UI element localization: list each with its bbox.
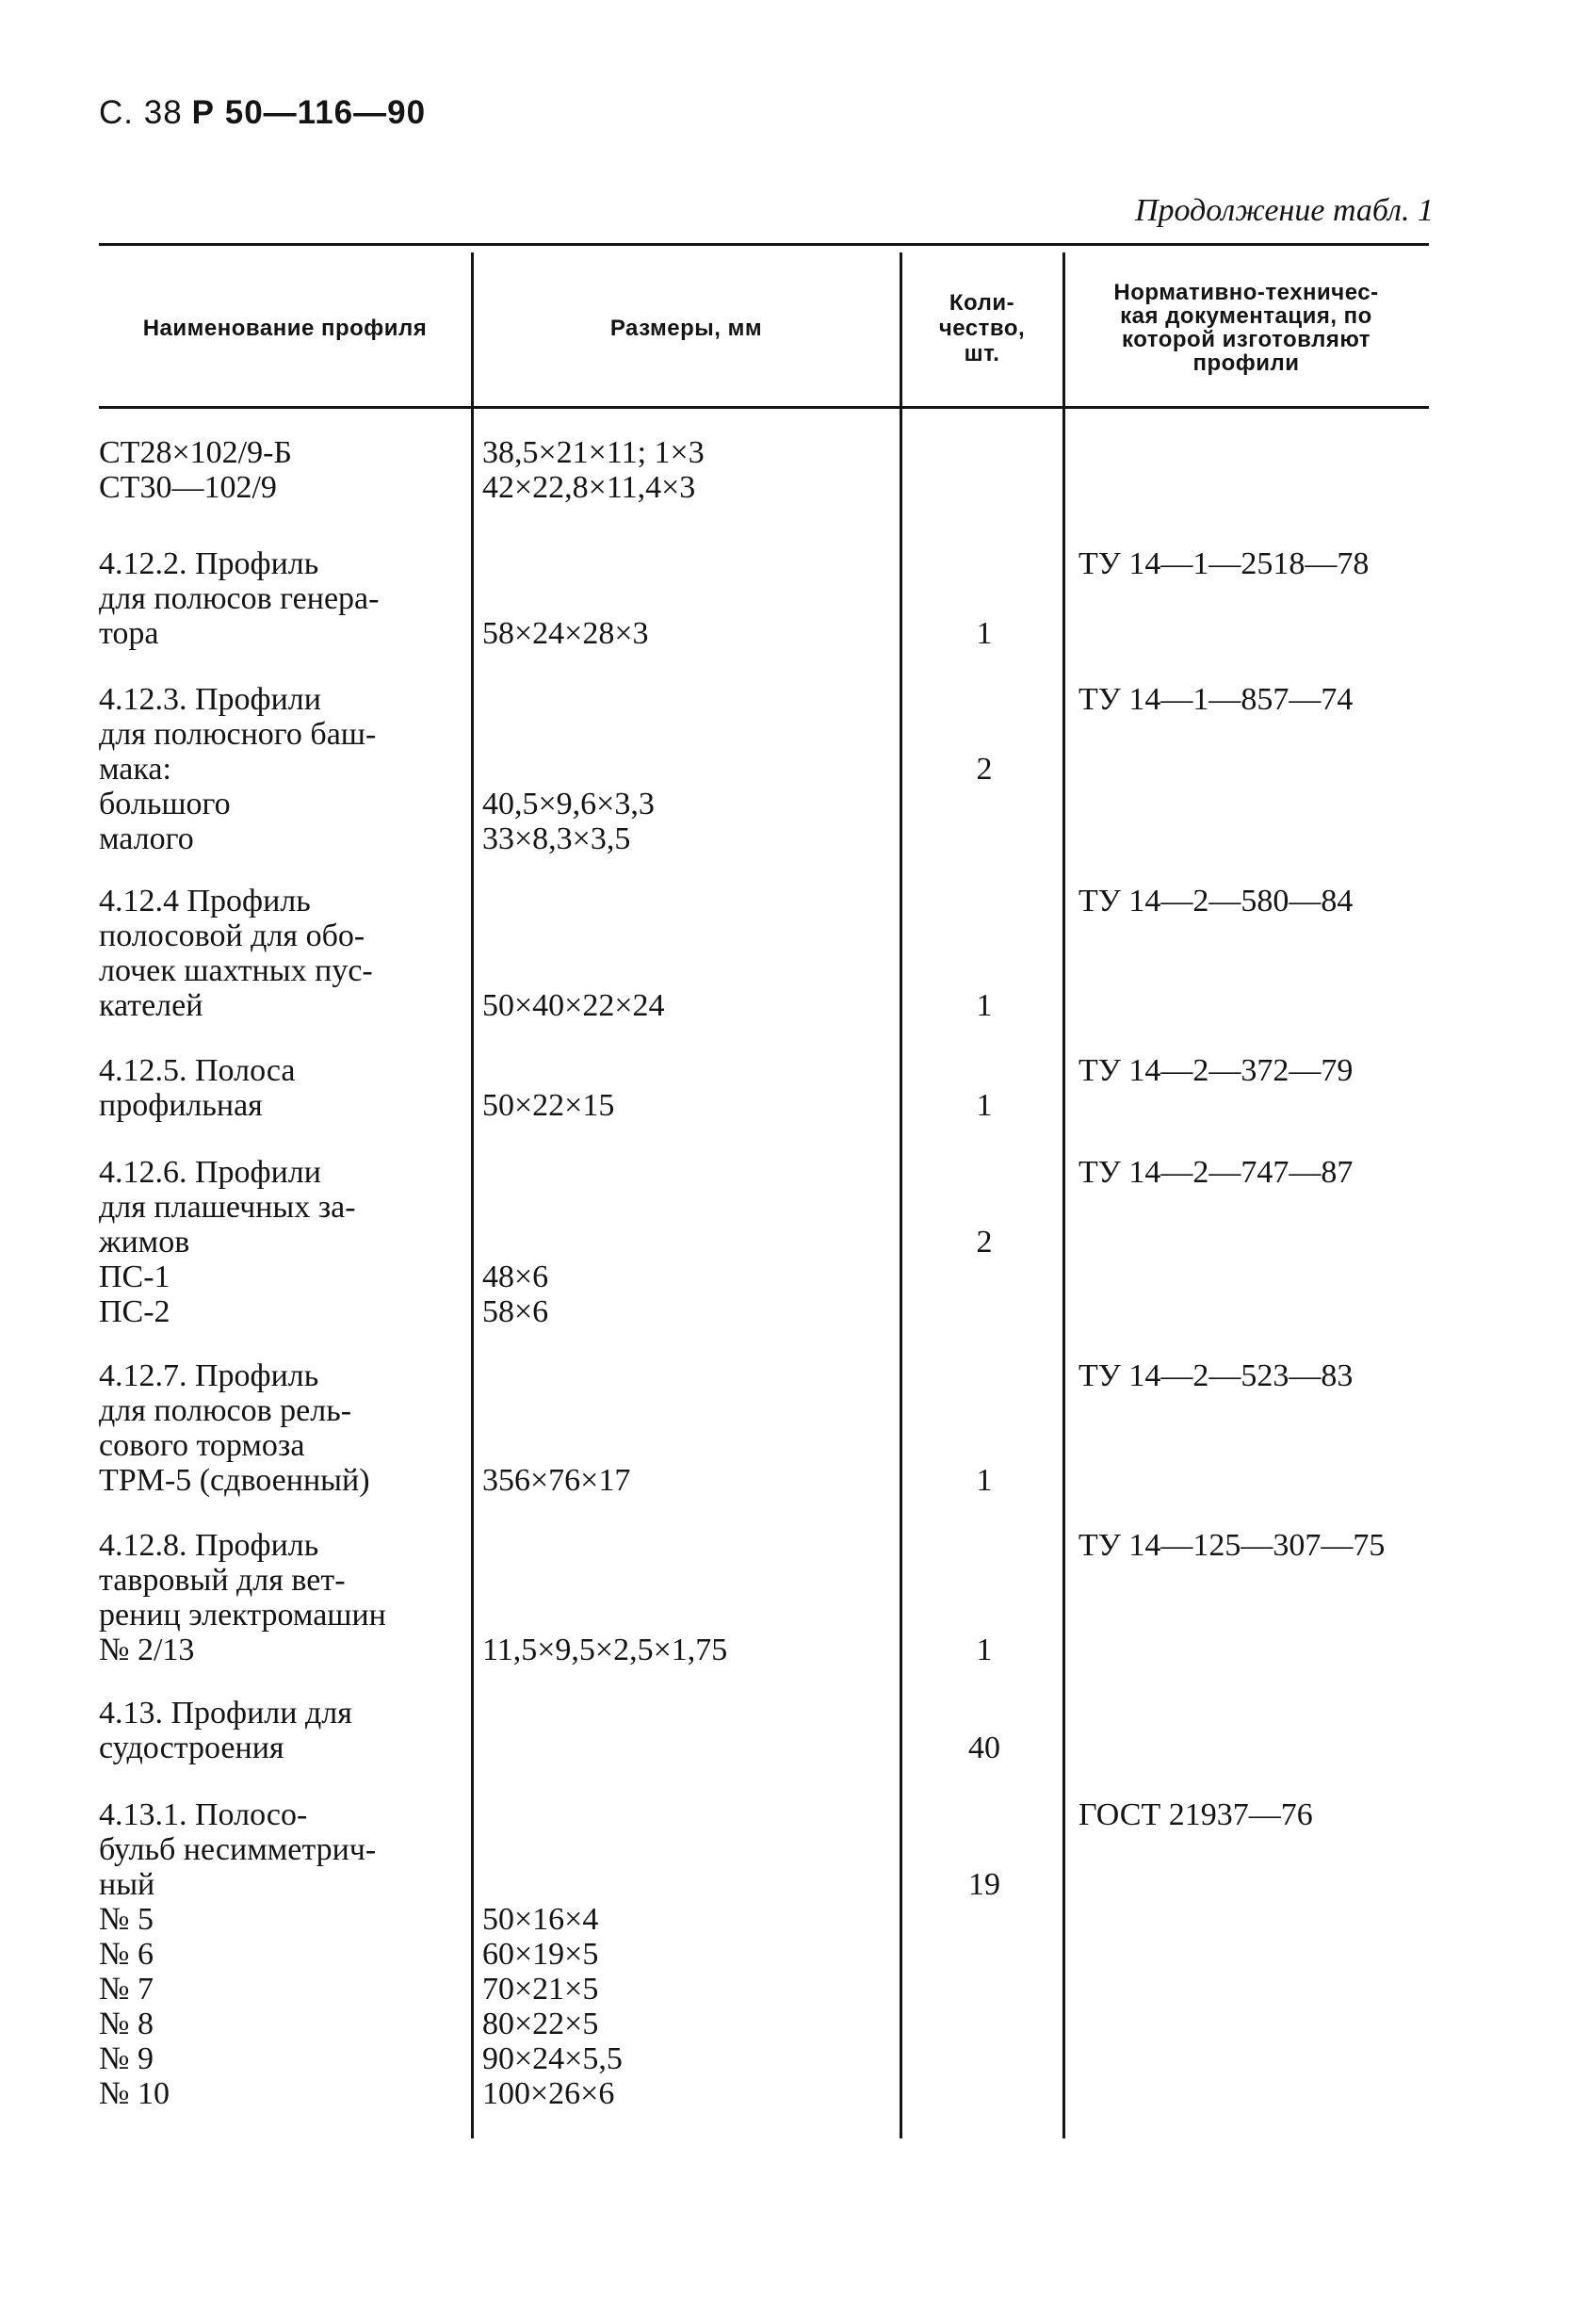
profile-dimensions: 356×76×17	[482, 1463, 631, 1498]
profile-dimensions: 40,5×9,6×3,3 33×8,3×3,5	[482, 787, 655, 856]
page-number: С. 38	[99, 94, 183, 131]
profile-quantity: 1	[976, 1633, 993, 1667]
profile-name: 4.12.2. Профиль для полюсов генера- тора	[99, 546, 380, 651]
profile-documentation: ТУ 14—2—523—83	[1078, 1358, 1354, 1393]
profile-quantity: 2	[976, 752, 993, 787]
profile-documentation: ТУ 14—2—372—79	[1078, 1053, 1354, 1088]
profile-documentation: ТУ 14—2—580—84	[1078, 884, 1354, 918]
profile-name: 4.13.1. Полосо- бульб несимметрич- ный № 5 № 6 № 7 № 8 № 9 № 10	[99, 1797, 377, 2111]
profile-documentation: ТУ 14—1—2518—78	[1078, 546, 1370, 581]
profile-quantity: 1	[976, 1463, 993, 1498]
profile-name: 4.12.5. Полоса профильная	[99, 1053, 296, 1123]
profile-documentation: ТУ 14—125—307—75	[1078, 1528, 1386, 1563]
column-header-name: Наименование профиля	[142, 315, 428, 341]
profile-dimensions: 38,5×21×11; 1×3 42×22,8×11,4×3	[482, 435, 705, 505]
profile-quantity: 40	[968, 1731, 1000, 1765]
profile-name: СТ28×102/9-Б СТ30—102/9	[99, 435, 292, 505]
profile-name: 4.13. Профили для судостроения	[99, 1696, 352, 1765]
profile-name: 4.12.4 Профиль полосовой для обо- лочек шахтных пус- кателей	[99, 884, 373, 1023]
profile-documentation: ТУ 14—2—747—87	[1078, 1155, 1354, 1190]
profile-dimensions: 48×6 58×6	[482, 1260, 549, 1329]
profile-quantity: 1	[976, 1088, 993, 1123]
column-header-dimensions: Размеры, мм	[609, 315, 763, 341]
profile-dimensions: 58×24×28×3	[482, 616, 649, 651]
column-header-documentation: Нормативно-техничес- кая документация, по которой изготовляют профили	[1113, 280, 1379, 376]
profile-quantity: 1	[976, 988, 993, 1023]
profile-dimensions: 50×40×22×24	[482, 988, 665, 1023]
table-continuation-label: Продолжение табл. 1	[1134, 193, 1434, 228]
profile-quantity: 1	[976, 616, 993, 651]
profile-dimensions: 50×16×4 60×19×5 70×21×5 80×22×5 90×24×5,5 100×26×6	[482, 1902, 623, 2111]
column-header-quantity: Коли- чество, шт.	[938, 289, 1026, 366]
profile-name: 4.12.8. Профиль тавровый для вет- рениц электромашин № 2/13	[99, 1528, 386, 1667]
profile-dimensions: 11,5×9,5×2,5×1,75	[482, 1633, 728, 1667]
profile-name: 4.12.7. Профиль для полюсов рель- сового тормоза ТРМ-5 (сдвоенный)	[99, 1358, 370, 1498]
profile-name: 4.12.6. Профили для плашечных за- жимов ПС-1 ПС-2	[99, 1155, 356, 1329]
profile-quantity: 2	[976, 1225, 993, 1260]
profile-documentation: ТУ 14—1—857—74	[1078, 682, 1354, 717]
profile-documentation: ГОСТ 21937—76	[1078, 1797, 1313, 1832]
profile-dimensions: 50×22×15	[482, 1088, 615, 1123]
profile-name: 4.12.3. Профили для полюсного баш- мака: большого малого	[99, 682, 377, 856]
standard-code: Р 50—116—90	[191, 94, 427, 131]
profile-quantity: 19	[968, 1867, 1000, 1902]
